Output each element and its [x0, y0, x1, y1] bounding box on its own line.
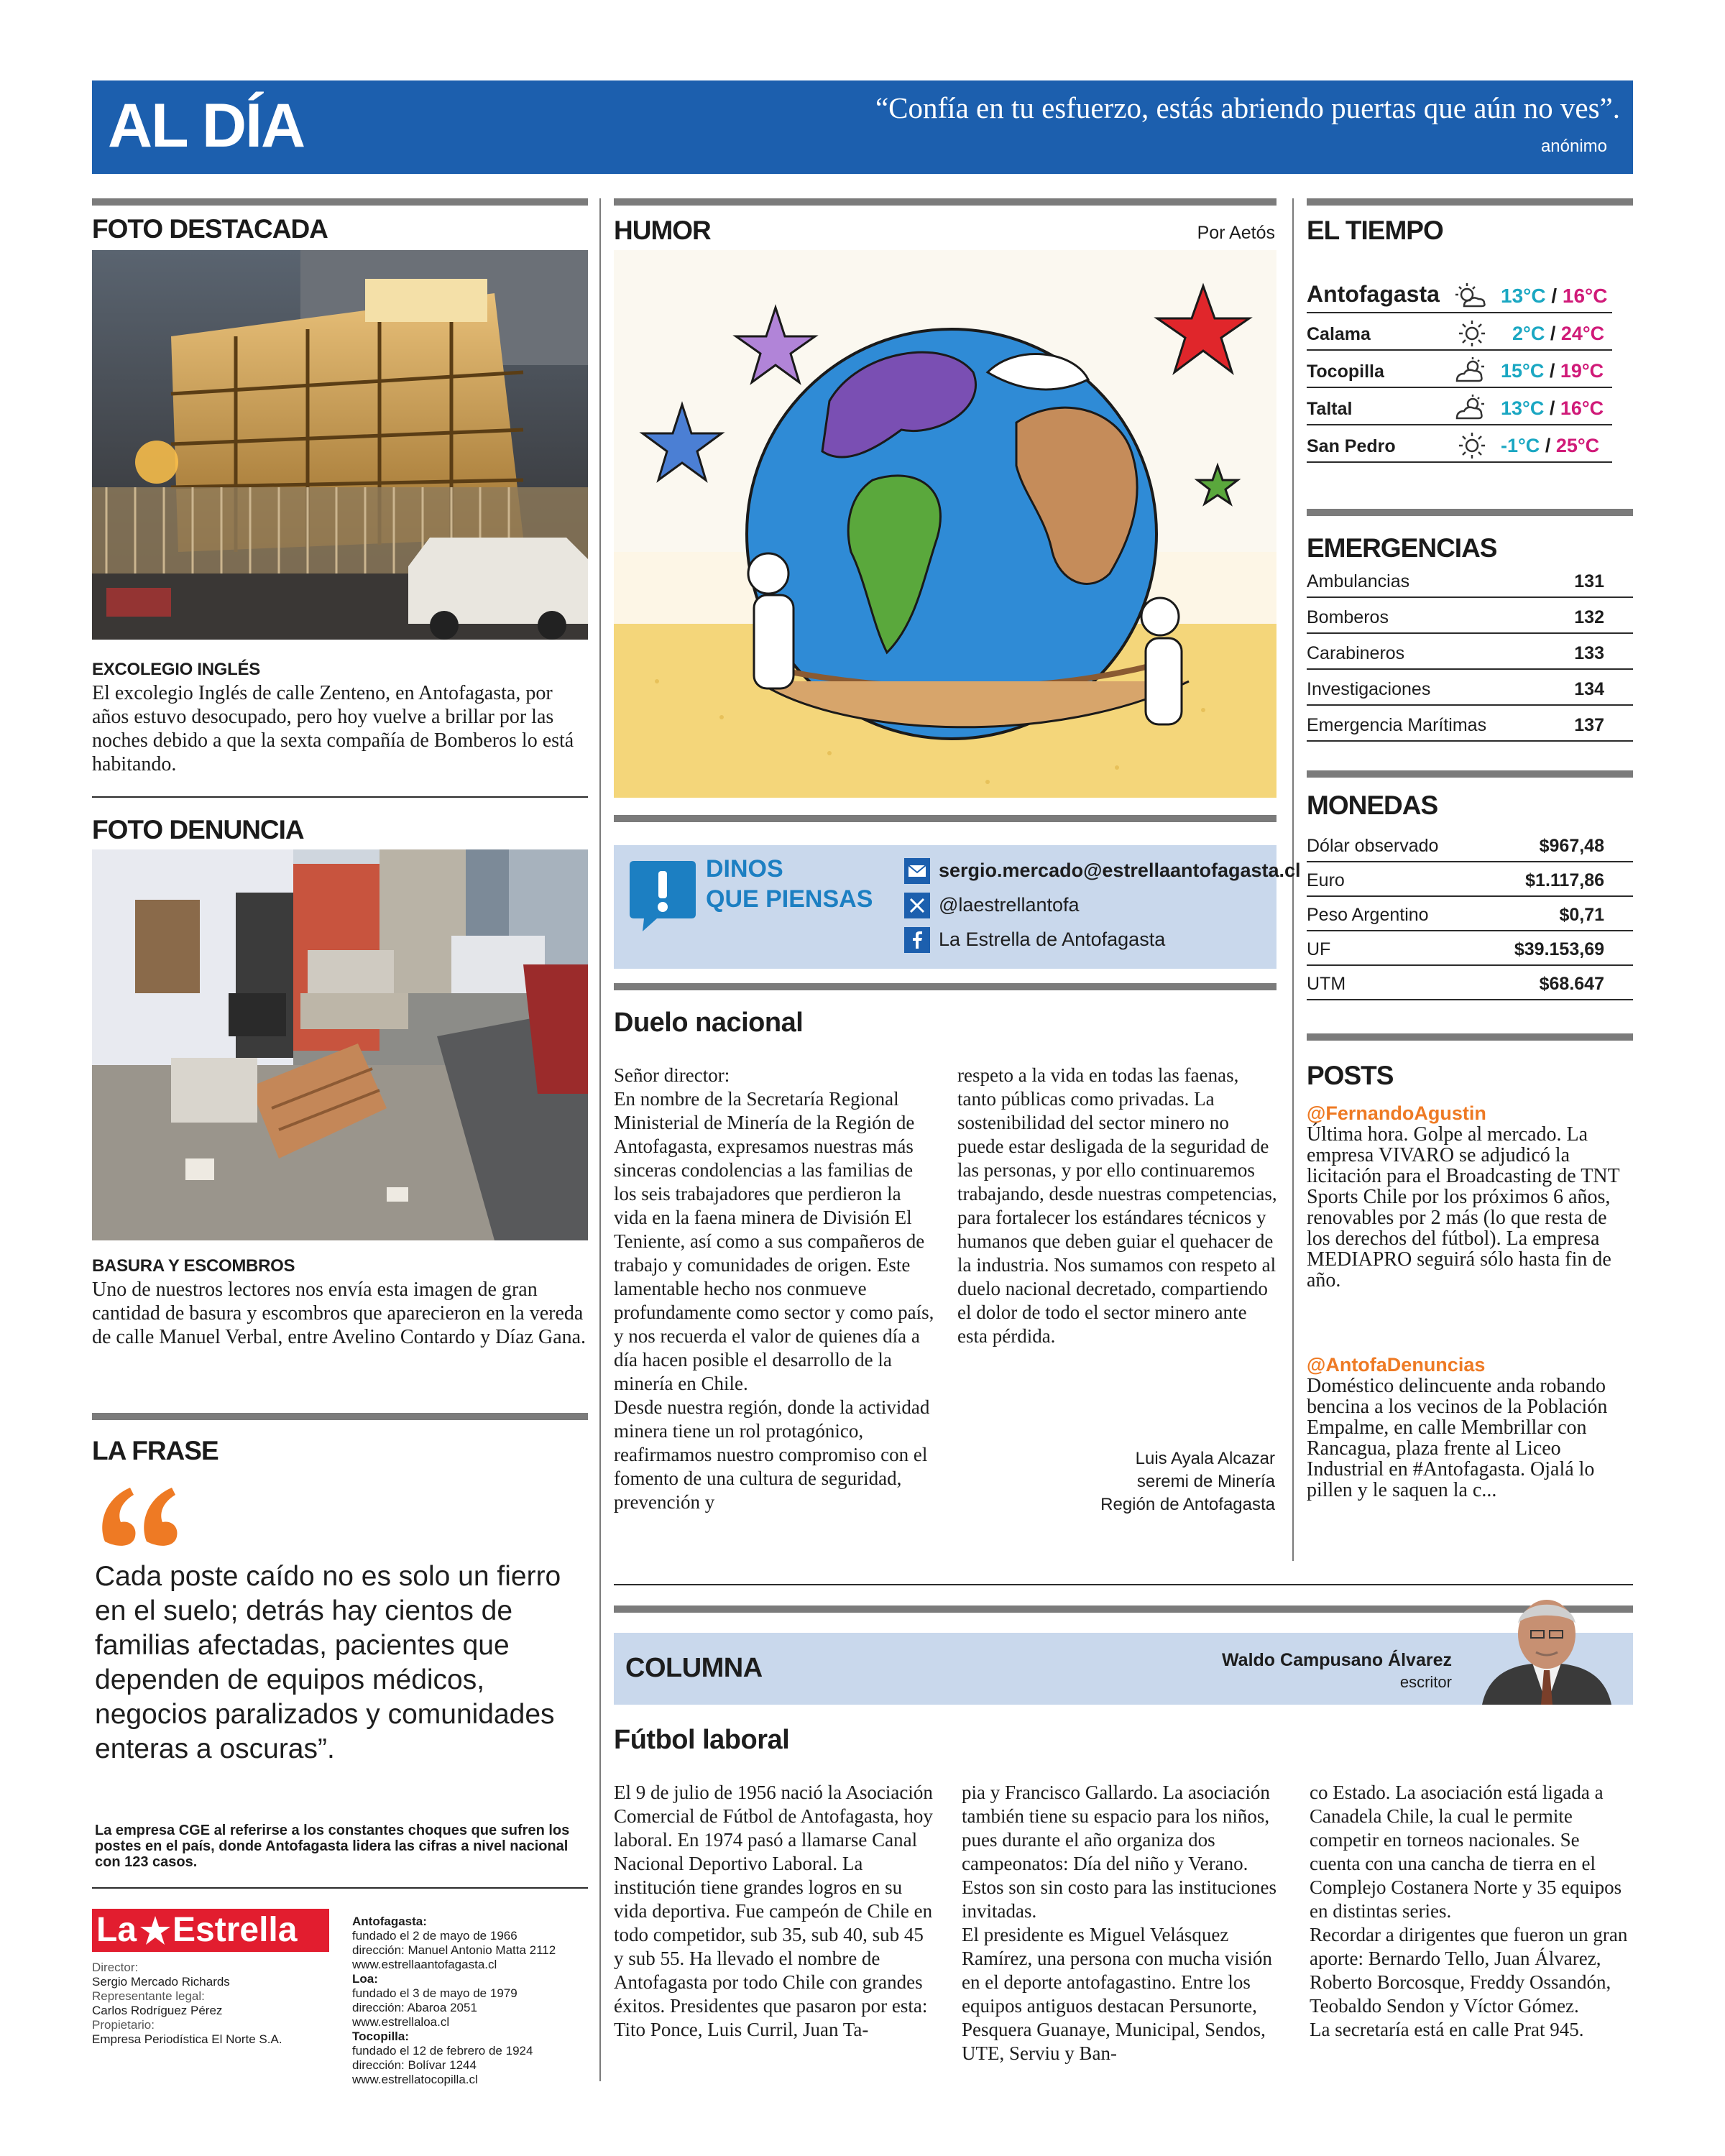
director-name: Sergio Mercado Richards: [92, 1975, 230, 1989]
divider: [92, 796, 588, 798]
office-city: Tocopilla:: [352, 2030, 410, 2043]
foto-destacada-heading: FOTO DESTACADA: [92, 214, 328, 244]
weather-temps: 13°C / 16°C: [1501, 285, 1608, 307]
weather-min: 13°C: [1501, 397, 1545, 419]
emergency-number: 134: [1574, 679, 1604, 699]
columna-col-2: pia y Francisco Gallardo. La asociación también tiene su espacio para los niños, pues durante el año organiza dos campeonatos: Día del niño y Verano. Estos son sin costo para las instituciones invitadas. El presidente es Miguel Velásquez Ramírez, una persona con mucha visión en el deporte antofagastino. Entre los equipos antiguos destacan Persunorte, Pesquera Guanaye, Municipal, Sendos, UTE, Serviu y Ban-: [962, 1782, 1276, 2064]
currency-value: $1.117,86: [1525, 870, 1604, 890]
currency-value: $967,48: [1539, 836, 1604, 856]
dinos-email[interactable]: sergio.mercado@estrellaantofagasta.cl: [939, 860, 1301, 881]
dinos-panel: [614, 845, 1301, 969]
partly-sunny-icon: [1454, 282, 1487, 310]
quote-mark-icon: [98, 1480, 184, 1552]
office-web[interactable]: www.estrellaloa.cl: [352, 2015, 450, 2029]
currency-row: [1307, 931, 1633, 966]
currency-row: [1307, 862, 1633, 897]
owner-label: Propietario:: [92, 2018, 155, 2032]
office-city: Loa:: [352, 1972, 378, 1986]
currency-value: $68.647: [1539, 974, 1604, 994]
sun-icon: [1458, 319, 1491, 348]
humor-byline: Por Aetós: [1197, 223, 1275, 243]
divider: [92, 1887, 588, 1889]
facebook-icon: [904, 927, 930, 953]
tiempo-heading: EL TIEMPO: [1307, 216, 1443, 245]
legal-name: Carlos Rodríguez Pérez: [92, 2004, 223, 2017]
masthead-offices: [352, 1915, 597, 2087]
la-estrella-logo: [92, 1909, 329, 1952]
monedas-table: [1307, 826, 1633, 1006]
divider: [614, 983, 1276, 990]
emergency-number: 137: [1574, 715, 1604, 735]
emergency-label: Emergencia Marítimas: [1307, 715, 1487, 735]
logo-right: Estrella: [172, 1911, 298, 1949]
weather-row: [1307, 425, 1612, 463]
emergency-row: [1307, 634, 1633, 670]
columna-author: Waldo Campusano Álvarez: [1222, 1650, 1452, 1670]
weather-temps: 2°C / 24°C: [1512, 323, 1605, 344]
dinos-title-2: QUE PIENSAS: [706, 885, 873, 913]
weather-max: 16°C: [1562, 285, 1608, 307]
emergency-number: 132: [1574, 607, 1604, 627]
columnist-avatar: [1475, 1591, 1619, 1705]
foto-denuncia-heading: FOTO DENUNCIA: [92, 815, 304, 844]
carta-col-1: Señor director: En nombre de la Secretaría Regional Ministerial de Minería de la Región de Antofagasta, expresamos nuestras más sinceras condolencias a las familias de los seis trabajadores que perdieron la vida en la faena minera de División El Teniente, así como a sus compañeros de trabajo y comunidades de origen. Este lamentable hecho nos conmueve profundamente como sector y como país, y nos recuerda el valor de quienes día a día hacen posible el desarrollo de la minería en Chile. Desde nuestra región, donde la actividad minera tiene un rol protagónico, reafirmamos nuestro compromiso con el fomento de una cultura de seguridad, prevención y: [614, 1064, 934, 1513]
columna-title: Fútbol laboral: [614, 1725, 790, 1755]
office-founded: fundado el 2 de mayo de 1966: [352, 1929, 518, 1943]
emergency-label: Investigaciones: [1307, 679, 1431, 699]
post-text: Doméstico delincuente anda robando bencina a los vecinos de la Población Empalme, en calle Membrillar con Rancagua, plaza frente al Liceo Industrial en #Antofagasta. Ojalá lo pillen y le saquen la c...: [1307, 1375, 1608, 1501]
divider: [614, 198, 1276, 206]
la-frase-source: La empresa CGE al referirse a los constantes choques que sufren los postes en el país, donde Antofagasta lidera las cifras a nivel nacional con 123 casos.: [95, 1823, 570, 1870]
column-divider: [599, 198, 601, 2081]
section-header: [92, 80, 1633, 174]
weather-row: [1307, 388, 1612, 425]
foto-destacada-caption-title: EXCOLEGIO INGLÉS: [92, 660, 260, 679]
email-icon: [904, 858, 930, 884]
dinos-title-1: DINOS: [706, 855, 783, 883]
weather-row: [1307, 351, 1612, 388]
divider: [1307, 198, 1633, 206]
currency-row: [1307, 897, 1633, 931]
office-founded: fundado el 12 de febrero de 1924: [352, 2044, 533, 2058]
emergency-row: [1307, 706, 1633, 742]
emergency-number: 131: [1574, 571, 1604, 591]
weather-max: 24°C: [1560, 323, 1605, 344]
emergency-label: Bomberos: [1307, 607, 1389, 627]
office-web[interactable]: www.estrellatocopilla.cl: [352, 2073, 478, 2086]
emergencias-table: [1307, 562, 1633, 745]
cloud-sun-icon: [1454, 356, 1487, 385]
weather-min: 13°C: [1501, 285, 1546, 307]
humor-heading: HUMOR: [614, 216, 711, 245]
currency-label: Euro: [1307, 870, 1345, 890]
emergency-row: [1307, 670, 1633, 706]
weather-city: Antofagasta: [1307, 281, 1440, 307]
weather-row: [1307, 266, 1612, 313]
emergency-number: 133: [1574, 643, 1604, 663]
post-handle[interactable]: @AntofaDenuncias: [1307, 1354, 1486, 1376]
emergency-row: [1307, 598, 1633, 634]
office-address: dirección: Manuel Antonio Matta 2112: [352, 1943, 556, 1957]
divider: [92, 198, 588, 206]
currency-label: UTM: [1307, 974, 1346, 994]
carta-signature: [1100, 1447, 1275, 1516]
office-web[interactable]: www.estrellaantofagasta.cl: [352, 1958, 497, 1971]
dinos-x-handle[interactable]: @laestrellantofa: [939, 894, 1080, 916]
director-label: Director:: [92, 1961, 139, 1974]
columna-col-3: co Estado. La asociación está ligada a Canadela Chile, la cual le permite competir en torneos nacionales. Se cuenta con una cancha de tierra en el Complejo Costanera Norte y 35 equipos en distintas series. Recordar a dirigentes que fueron un gran aporte: Bernardo Tello, Juan Álvarez, Roberto Borcosque, Freddy Ossandón, Teobaldo Sendon y Víctor Gómez. La secretaría está en calle Prat 945.: [1310, 1782, 1628, 2040]
humor-cartoon: [614, 250, 1276, 798]
la-frase-heading: LA FRASE: [92, 1436, 218, 1465]
la-frase-quote: Cada poste caído no es solo un fierro en el suelo; detrás hay cientos de familias afectadas, pacientes que dependen de equipos médicos, negocios paralizados y comunidades enteras a oscuras”.: [95, 1561, 561, 1764]
weather-max: 16°C: [1560, 397, 1604, 419]
post-text: Última hora. Golpe al mercado. La empresa VIVARO se adjudicó la licitación para el Broadcasting de TNT Sports Chile por los próximos 6 años, renovables por 2 más (lo que resta de los derechos del fútbol). La empresa MEDIAPRO seguirá sólo hasta fin de año.: [1307, 1123, 1620, 1291]
header-quote: “Confía en tu esfuerzo, estás abriendo puertas que aún no ves”.: [875, 91, 1620, 124]
divider: [1307, 1033, 1633, 1041]
divider: [92, 1413, 588, 1420]
weather-temps: 15°C / 19°C: [1501, 360, 1604, 382]
owner-name: Empresa Periodística El Norte S.A.: [92, 2032, 282, 2046]
office-founded: fundado el 3 de mayo de 1979: [352, 1986, 518, 2000]
columna-label: COLUMNA: [625, 1653, 763, 1683]
foto-destacada-photo: [92, 250, 588, 640]
office-address: dirección: Bolívar 1244: [352, 2058, 477, 2072]
header-quote-author: anónimo: [1540, 137, 1607, 156]
signature-role: seremi de Minería: [1136, 1472, 1275, 1491]
emergency-label: Ambulancias: [1307, 571, 1410, 591]
divider: [614, 1584, 1633, 1585]
emergencias-heading: EMERGENCIAS: [1307, 533, 1497, 563]
masthead-staff: [92, 1961, 322, 2047]
monedas-heading: MONEDAS: [1307, 791, 1438, 820]
emergency-label: Carabineros: [1307, 643, 1405, 663]
weather-table: [1307, 266, 1623, 467]
office-city: Antofagasta:: [352, 1915, 427, 1928]
sun-icon: [1458, 431, 1491, 460]
weather-min: -1°C: [1501, 435, 1540, 456]
foto-denuncia-caption-title: BASURA Y ESCOMBROS: [92, 1256, 295, 1276]
currency-row: [1307, 966, 1633, 1000]
weather-row: [1307, 313, 1612, 351]
foto-denuncia-photo: [92, 849, 588, 1240]
currency-value: $0,71: [1559, 905, 1604, 925]
logo-left: La: [96, 1911, 137, 1949]
currency-label: Dólar observado: [1307, 836, 1439, 856]
divider: [614, 815, 1276, 822]
columna-col-1: El 9 de julio de 1956 nació la Asociación Comercial de Fútbol de Antofagasta, hoy laboral. En 1974 pasó a llamarse Canal Nacional Deportivo Laboral. La institución tiene grandes logros en su vida deportiva. Fue campeón de Chile en todo competidor, sub 35, sub 40, sub 45 y sub 55. Ha llevado el nombre de Antofagasta por todo Chile con grandes éxitos. Presidentes que pasaron por esta: Tito Ponce, Luis Curril, Juan Ta-: [614, 1782, 933, 2040]
weather-city: Tocopilla: [1307, 361, 1384, 382]
foto-destacada-caption: El excolegio Inglés de calle Zenteno, en Antofagasta, por años estuvo desocupado, pero hoy vuelve a brillar por las noches debido a que la sexta compañía de Bomberos lo está habitando.: [92, 682, 574, 775]
weather-city: Calama: [1307, 324, 1371, 344]
office-address: dirección: Abaroa 2051: [352, 2001, 477, 2014]
chat-icon: [628, 858, 697, 933]
post-handle[interactable]: @FernandoAgustin: [1307, 1102, 1486, 1124]
currency-row: [1307, 826, 1633, 862]
weather-min: 15°C: [1501, 360, 1545, 382]
cloud-sun-icon: [1454, 394, 1487, 423]
currency-value: $39.153,69: [1514, 939, 1604, 959]
weather-temps: 13°C / 16°C: [1501, 397, 1604, 419]
weather-city: Taltal: [1307, 399, 1353, 419]
weather-max: 25°C: [1555, 435, 1600, 456]
foto-denuncia-caption: Uno de nuestros lectores nos envía esta imagen de gran cantidad de basura y escombros que aparecieron en la vereda de calle Manuel Verbal, entre Avelino Contardo y Díaz Gana.: [92, 1279, 586, 1348]
weather-max: 19°C: [1560, 360, 1604, 382]
divider: [1307, 770, 1633, 778]
signature-name: Luis Ayala Alcazar: [1135, 1449, 1275, 1468]
posts-heading: POSTS: [1307, 1061, 1394, 1090]
x-icon: [904, 893, 930, 918]
legal-label: Representante legal:: [92, 1989, 205, 2003]
star-icon: [139, 1915, 171, 1946]
currency-label: UF: [1307, 939, 1331, 959]
signature-region: Región de Antofagasta: [1100, 1495, 1275, 1514]
columna-role: escritor: [1399, 1673, 1452, 1691]
weather-temps: -1°C / 25°C: [1501, 435, 1600, 456]
carta-col-2: respeto a la vida en todas las faenas, tanto públicas como privadas. La sostenibilidad del sector minero no puede estar desligada de la seguridad de las personas, y por ello continuaremos trabajando, desde nuestras competencias, para fortalecer los estándares técnicos y humanos que deben guiar el quehacer de la industria. Nos sumamos con respeto al duelo nacional decretado, compartiendo el dolor de todo el sector minero ante esta pérdida.: [957, 1064, 1277, 1347]
divider: [1307, 509, 1633, 516]
weather-min: 2°C: [1512, 323, 1545, 344]
emergency-row: [1307, 562, 1633, 598]
carta-title: Duelo nacional: [614, 1008, 804, 1038]
dinos-facebook[interactable]: La Estrella de Antofagasta: [939, 929, 1166, 950]
section-title: AL DÍA: [108, 91, 305, 160]
weather-city: San Pedro: [1307, 436, 1396, 456]
currency-label: Peso Argentino: [1307, 905, 1429, 925]
